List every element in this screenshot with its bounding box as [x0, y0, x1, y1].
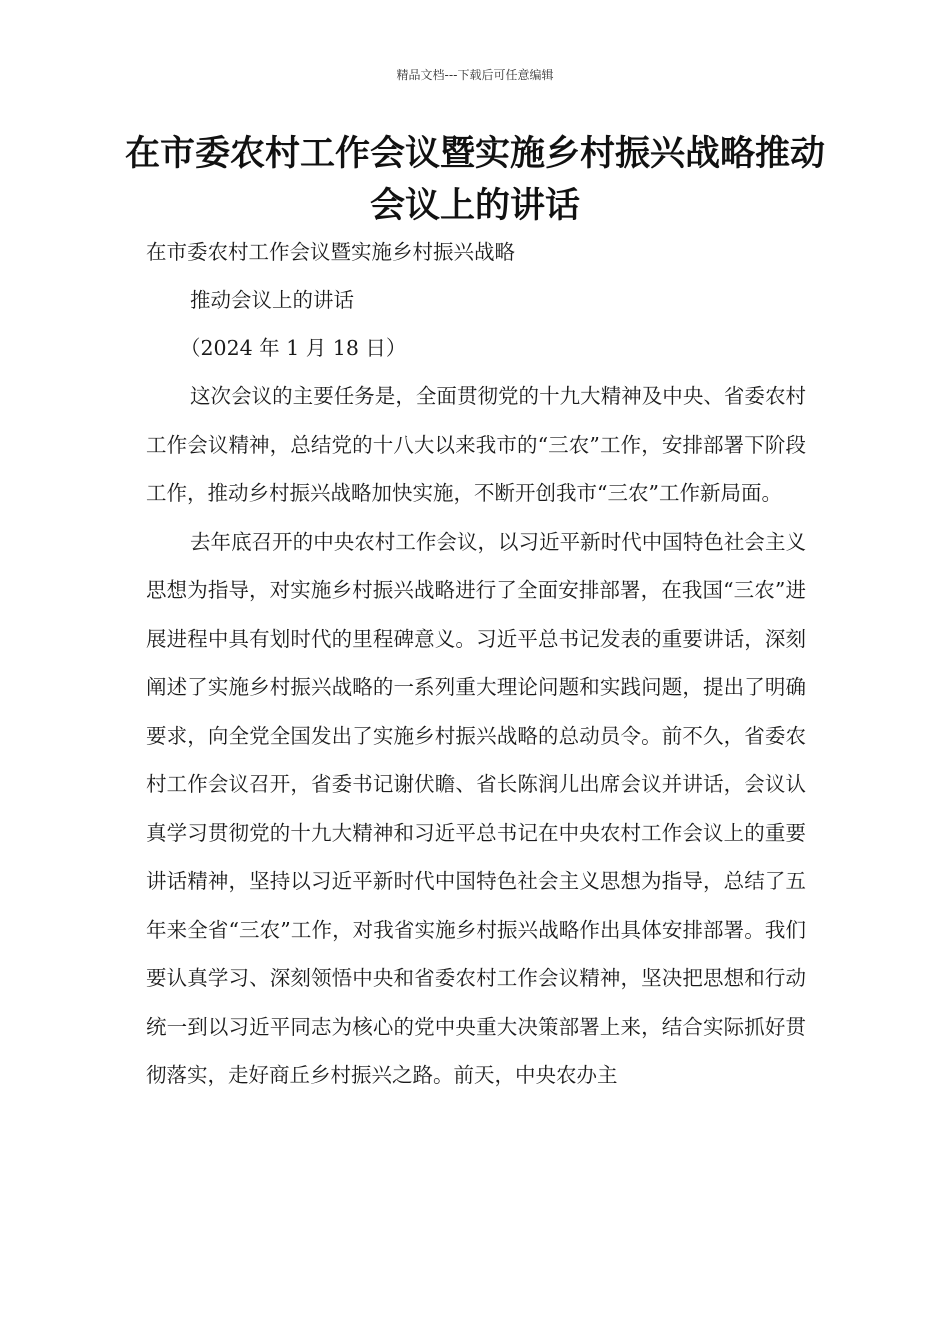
- document-title: 在市委农村工作会议暨实施乡村振兴战略推动会议上的讲话: [124, 134, 825, 226]
- page-header-note: 精品文档---下载后可任意编辑: [396, 68, 554, 82]
- speech-date: （2024 年 1 月 18 日）: [180, 336, 407, 360]
- subtitle-line-1: 在市委农村工作会议暨实施乡村振兴战略: [146, 240, 515, 264]
- paragraph-1: 这次会议的主要任务是，全面贯彻党的十九大精神及中央、省委农村工作会议精神，总结党的十八大以来我市的“三农”工作，安排部署下阶段工作，推动乡村振兴战略加快实施，不断开创我市“三农”工作新局面。: [146, 384, 806, 505]
- subtitle-line-2: 推动会议上的讲话: [190, 288, 354, 312]
- document-body: [146, 228, 806, 1100]
- paragraph-2: 去年底召开的中央农村工作会议，以习近平新时代中国特色社会主义思想为指导，对实施乡村振兴战略进行了全面安排部署，在我国“三农”进展进程中具有划时代的里程碑意义。习近平总书记发表的重要讲话，深刻阐述了实施乡村振兴战略的一系列重大理论问题和实践问题，提出了明确要求，向全党全国发出了实施乡村振兴战略的总动员令。前不久，省委农村工作会议召开，省委书记谢伏瞻、省长陈润儿出席会议并讲话，会议认真学习贯彻党的十九大精神和习近平总书记在中央农村工作会议上的重要讲话精神，坚持以习近平新时代中国特色社会主义思想为指导，总结了五年来全省“三农”工作，对我省实施乡村振兴战略作出具体安排部署。我们要认真学习、深刻领悟中央和省委农村工作会议精神，坚决把思想和行动统一到以习近平同志为核心的党中央重大决策部署上来，结合实际抓好贯彻落实，走好商丘乡村振兴之路。前天，中央农办主: [146, 529, 806, 1087]
